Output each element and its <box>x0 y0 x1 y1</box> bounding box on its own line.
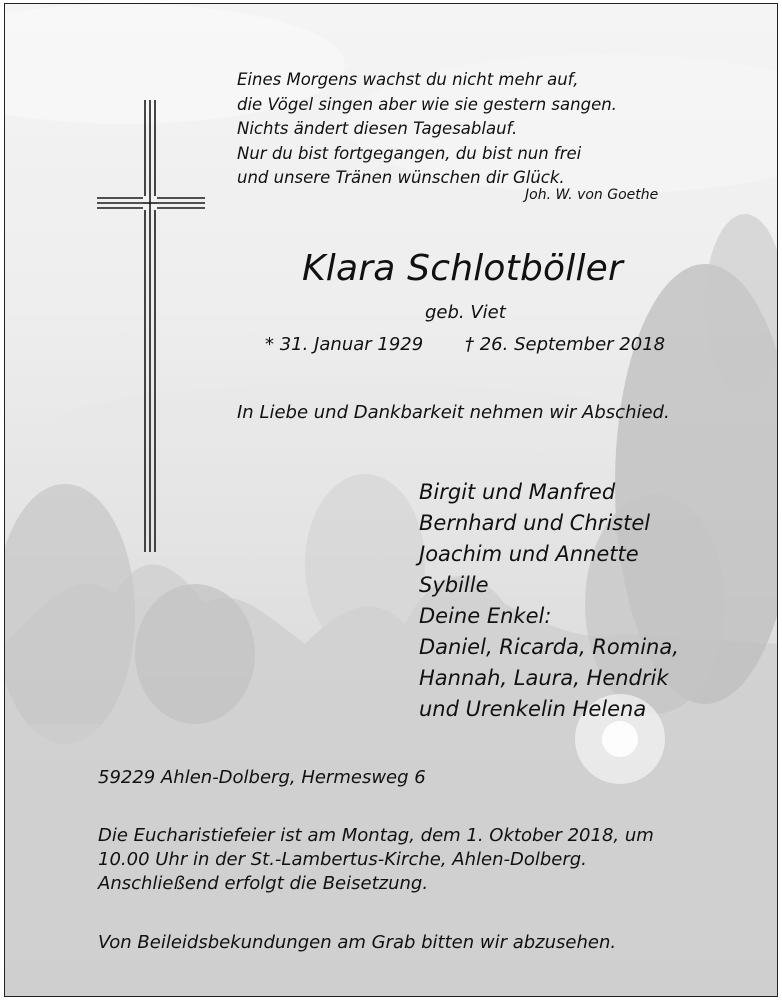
service-info <box>98 824 654 896</box>
mourner-line: Deine Enkel: <box>419 604 552 628</box>
deceased-name: Klara Schlotböller <box>302 248 624 289</box>
service-line: Die Eucharistiefeier ist am Montag, dem 1. Oktober 2018, um <box>98 825 654 846</box>
poem-line: Nur du bist fortgegangen, du bist nun frei <box>237 143 582 163</box>
service-line: 10.00 Uhr in der St.-Lambertus-Kirche, Ahlen-Dolberg. <box>98 849 587 870</box>
mourner-line: Bernhard und Christel <box>419 511 651 535</box>
poem-line: und unsere Tränen wünschen dir Glück. <box>237 168 565 187</box>
poem-line: Nichts ändert diesen Tagesablauf. <box>237 119 518 138</box>
mourner-line: Daniel, Ricarda, Romina, <box>419 635 679 659</box>
poem-line: Eines Morgens wachst du nicht mehr auf, <box>237 70 579 89</box>
poem-line: die Vögel singen aber wie sie gestern sangen. <box>237 94 617 114</box>
poem <box>237 68 617 191</box>
condolence-note: Von Beileidsbekundungen am Grab bitten wir abzusehen. <box>98 932 617 953</box>
farewell-text: In Liebe und Dankbarkeit nehmen wir Abschied. <box>237 402 670 423</box>
poem-author: Joh. W. von Goethe <box>525 187 659 203</box>
service-line: Anschließend erfolgt die Beisetzung. <box>98 873 429 894</box>
address: 59229 Ahlen-Dolberg, Hermesweg 6 <box>98 767 426 788</box>
mourner-line: Hannah, Laura, Hendrik <box>419 666 669 690</box>
birth-date: * 31. Januar 1929 <box>265 334 424 355</box>
mourner-line: Sybille <box>419 573 489 597</box>
maiden-name: geb. Viet <box>425 302 506 323</box>
mourner-line: Birgit und Manfred <box>419 480 616 504</box>
mourners-list <box>419 477 679 725</box>
obituary-notice <box>4 3 778 997</box>
death-date: † 26. September 2018 <box>465 334 666 355</box>
mourner-line: Joachim und Annette <box>419 542 639 566</box>
mourner-line: und Urenkelin Helena <box>419 697 647 721</box>
cross-icon <box>95 100 211 556</box>
